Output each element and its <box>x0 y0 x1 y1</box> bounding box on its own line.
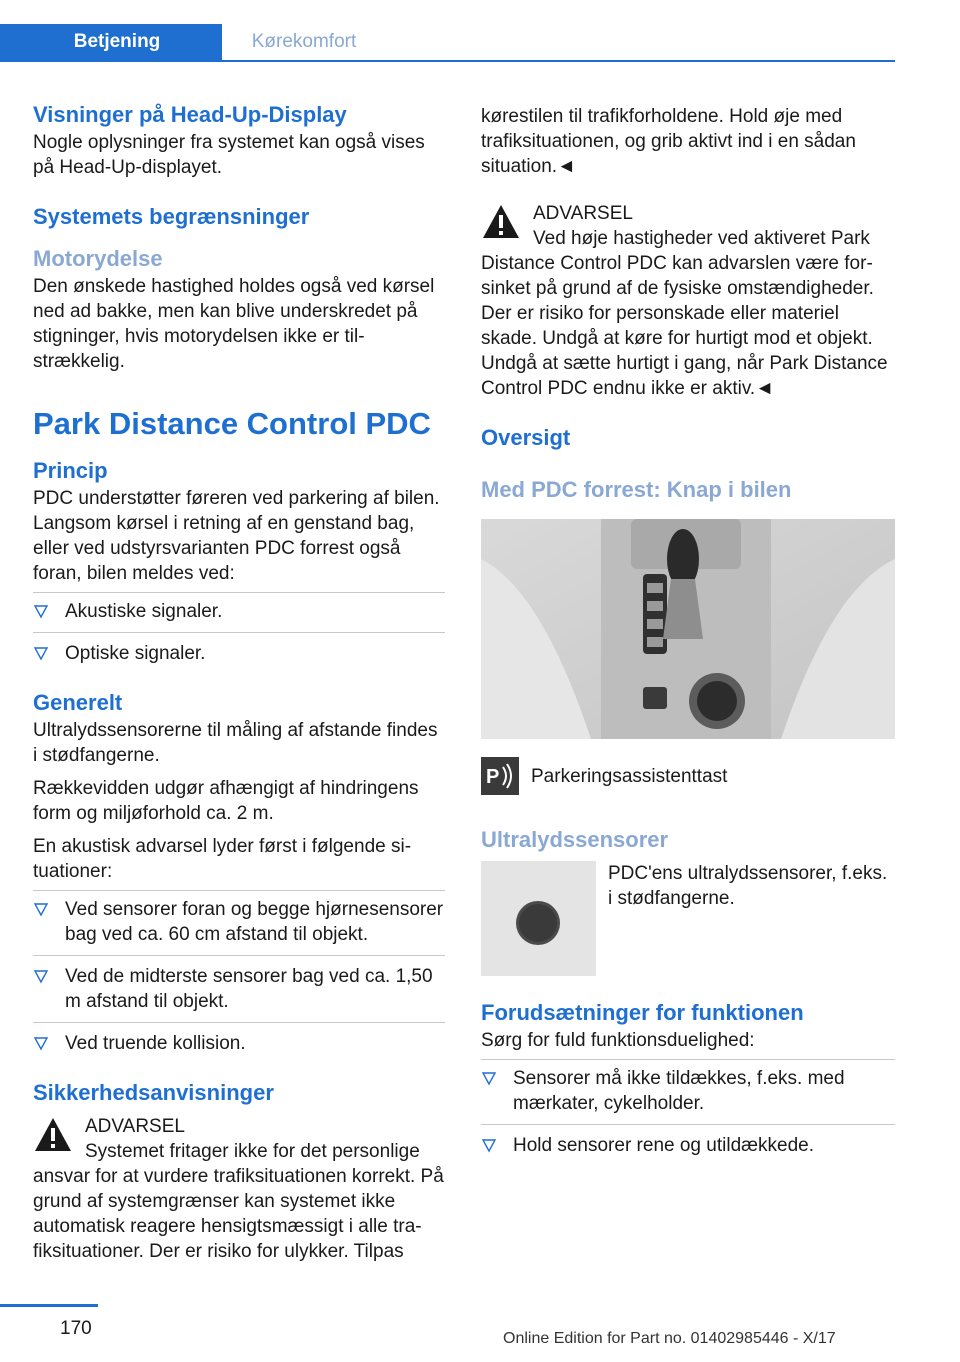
continued-text: kørestilen til trafikforholdene. Hold øje med trafiksituationen, og grib aktivt ind i en sådan situation.◄ <box>481 106 856 177</box>
generelt-text-2: Rækkevidden udgør afhængigt af hindringens form og miljøforhold ca. 2 m. <box>33 778 419 824</box>
button-caption: Parkeringsassistenttast <box>531 765 728 787</box>
princip-list <box>33 592 445 666</box>
knap-heading: Med PDC forrest: Knap i bilen <box>481 477 792 502</box>
list-item <box>33 1022 445 1056</box>
right-column <box>481 104 895 1158</box>
motor-text: Den ønskede hastighed holdes også ved kørsel ned ad bakke, men kan blive underskredet på stigninger, hvis motorydelsen ikke er tilstrækkelig. <box>33 276 435 372</box>
princip-text: PDC understøtter føreren ved parkering af bilen. Langsom kørsel i retning af en genstand bag, eller ved udstyrsvarianten PDC forrest også foran, bilen meldes ved: <box>33 488 440 584</box>
online-edition: Online Edition for Part no. 01402985446 - X/17 <box>503 1330 836 1347</box>
page-number: 170 <box>60 1318 92 1339</box>
list-item <box>481 1059 895 1116</box>
console-photo <box>481 519 895 739</box>
requirements-list <box>481 1059 895 1158</box>
requirements-text: Sørg for fuld funktionsduelighed: <box>481 1030 755 1051</box>
warning-block <box>33 1114 445 1264</box>
bullet-triangle-icon <box>33 1035 49 1051</box>
sensors-caption: PDC'ens ultralydssensorer, f.eks. i stødfangerne. <box>608 863 888 909</box>
generelt-heading: Generelt <box>33 690 123 715</box>
warning-text: Ved høje hastigheder ved aktiveret Park Distance Control PDC kan advarslen være forsinket på grund af de fysiske omstændigheder. Der er risiko for personskade eller materiel skade. Undgå at køre for hurtigt mod et objekt. Undgå at sætte hurtigt i gang, når Park Distance Control PDC endnu ikke er aktiv.◄ <box>481 228 888 399</box>
list-item-text: Akustiske signaler. <box>65 601 223 622</box>
generelt-text-3: En akustisk advarsel lyder først i følgende situationer: <box>33 836 412 882</box>
bullet-triangle-icon <box>33 968 49 984</box>
warning-icon <box>481 203 521 241</box>
list-item-text: Hold sensorer rene og utildækkede. <box>513 1135 815 1156</box>
warning-label: ADVARSEL <box>533 203 633 224</box>
list-item-text: Sensorer må ikke tildækkes, f.eks. med mærkater, cykelholder. <box>513 1068 845 1114</box>
hud-heading: Visninger på Head-Up-Display <box>33 102 347 127</box>
list-item-text: Ved de midterste sensorer bag ved ca. 1,50 m afstand til objekt. <box>65 966 433 1012</box>
bullet-triangle-icon <box>481 1070 497 1086</box>
sensors-heading: Ultralydssensorer <box>481 827 669 852</box>
warning-label: ADVARSEL <box>85 1116 185 1137</box>
list-item <box>33 955 445 1014</box>
warning-text: Systemet fritager ikke for det personlige ansvar for at vurdere trafiksituationen korrekt. På grund af systemgrænser kan systemet ikke automatisk reagere hensigtsmæssigt i alle trafiksituationer. Der er risiko for ulykker. Tilpas <box>33 1141 444 1262</box>
list-item-text: Ved sensorer foran og begge hjørnesensorer bag ved ca. 60 cm afstand til objekt. <box>65 899 444 945</box>
list-item <box>33 632 445 666</box>
requirements-heading: Forudsætninger for funktionen <box>481 1000 804 1025</box>
list-item <box>33 592 445 624</box>
generelt-list <box>33 890 445 1056</box>
hud-text: Nogle oplysninger fra systemet kan også vises på Head-Up-displayet. <box>33 132 425 178</box>
warning-block <box>481 201 895 401</box>
safety-heading: Sikkerhedsanvisninger <box>33 1080 274 1105</box>
bullet-triangle-icon <box>481 1137 497 1153</box>
list-item-text: Optiske signaler. <box>65 643 206 664</box>
footer-rule <box>0 1304 98 1307</box>
bullet-triangle-icon <box>33 603 49 619</box>
list-item <box>481 1124 895 1158</box>
sensor-row <box>481 861 895 976</box>
parking-assistant-icon <box>481 757 519 795</box>
sensor-photo <box>481 861 596 976</box>
left-column <box>33 100 445 1264</box>
list-item-text: Ved truende kollision. <box>65 1033 246 1054</box>
tab-korekomfort[interactable]: Kørekomfort <box>222 24 386 60</box>
princip-heading: Princip <box>33 458 108 483</box>
list-item <box>33 890 445 947</box>
tab-underline <box>0 60 895 62</box>
warning-icon <box>33 1116 73 1154</box>
motor-heading: Motorydelse <box>33 246 163 271</box>
oversigt-heading: Oversigt <box>481 425 571 450</box>
tab-bar <box>0 0 960 62</box>
bullet-triangle-icon <box>33 901 49 917</box>
pdc-heading: Park Distance Control PDC <box>33 406 431 441</box>
svg-text:P: P <box>486 766 500 788</box>
button-caption-row <box>481 757 895 795</box>
tab-betjening[interactable]: Betjening <box>0 24 222 60</box>
generelt-text-1: Ultralydssensorerne til måling af afstande findes i stødfangerne. <box>33 720 438 766</box>
limits-heading: Systemets begrænsninger <box>33 204 310 229</box>
bullet-triangle-icon <box>33 645 49 661</box>
